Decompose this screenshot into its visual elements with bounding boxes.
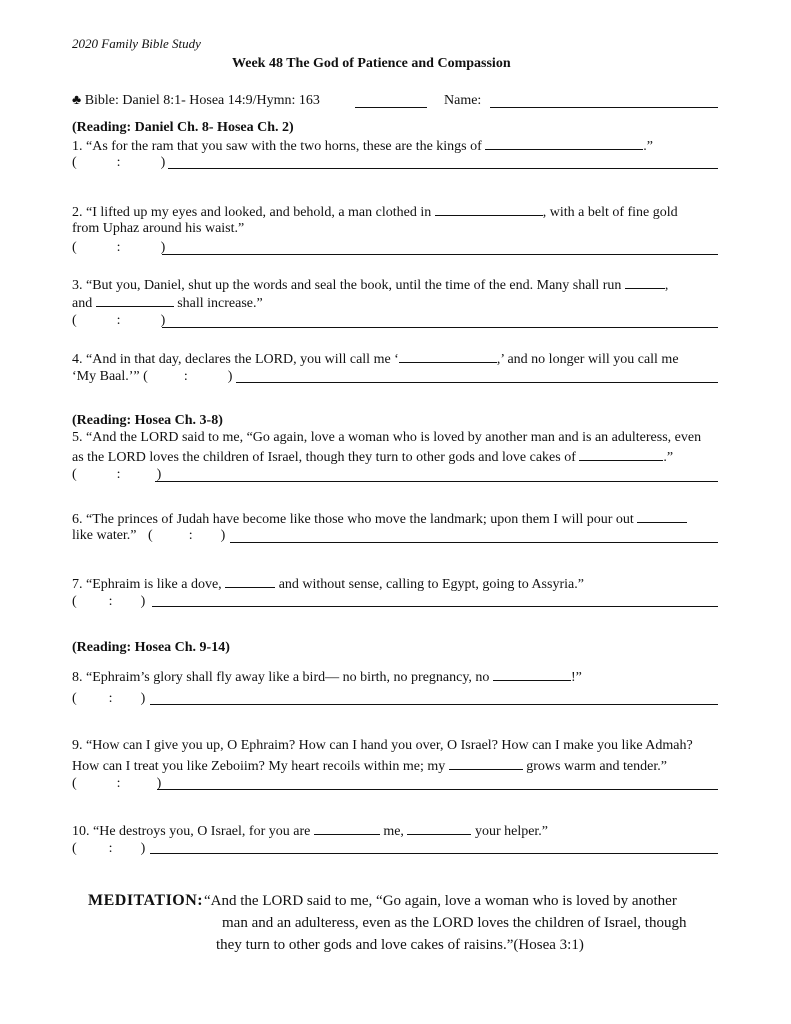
ref-close: ) — [156, 776, 162, 791]
answer-line[interactable] — [162, 254, 718, 255]
ref-colon: : — [116, 467, 121, 482]
bible-blank[interactable] — [355, 107, 427, 108]
question-text: How can I treat you like Zeboiim? My heart recoils within me; my — [72, 759, 446, 774]
name-label: Name: — [444, 93, 482, 108]
question-5: 5. “And the LORD said to me, “Go again, love a woman who is loved by another man and is an adulteress, even — [72, 430, 702, 445]
question-text: , with a belt of fine gold — [542, 205, 678, 220]
section-heading: (Reading: Daniel Ch. 8- Hosea Ch. 2) — [72, 120, 294, 135]
question-3-continued — [72, 294, 263, 312]
meditation-text: “And the LORD said to me, “Go again, love a woman who is loved by another — [204, 893, 677, 909]
answer-blank[interactable] — [579, 448, 663, 461]
question-4-continued — [72, 369, 232, 385]
question-9-continued — [72, 757, 667, 775]
meditation-text: they turn to other gods and love cakes of raisins.”(Hosea 3:1) — [216, 937, 584, 953]
question-10 — [72, 822, 548, 840]
section-heading: (Reading: Hosea Ch. 9-14) — [72, 640, 230, 655]
ref-close: ) — [140, 594, 146, 609]
answer-blank[interactable] — [449, 757, 523, 770]
ref-open: ( — [72, 155, 77, 170]
question-text: ‘My Baal.’” — [72, 369, 140, 384]
answer-line[interactable] — [236, 382, 718, 383]
question-9: 9. “How can I give you up, O Ephraim? How can I hand you over, O Israel? How can I make you like Admah? — [72, 738, 693, 753]
ref-open: ( — [148, 528, 153, 543]
answer-blank[interactable] — [485, 137, 643, 150]
ref-close: ) — [220, 528, 226, 543]
ref-close: ) — [140, 841, 146, 856]
answer-blank[interactable] — [399, 350, 497, 363]
ref-open: ( — [72, 240, 77, 255]
ref-close: ) — [160, 313, 166, 328]
question-text: 2. “I lifted up my eyes and looked, and behold, a man clothed in — [72, 205, 432, 220]
ref-open: ( — [72, 594, 77, 609]
answer-blank[interactable] — [225, 575, 275, 588]
meditation-label: MEDITATION: — [88, 892, 204, 909]
question-6-continued — [72, 528, 225, 544]
question-text: and — [72, 296, 93, 311]
answer-line[interactable] — [155, 481, 718, 482]
ref-close: ) — [160, 155, 166, 170]
meditation-text: man and an adulteress, even as the LORD loves the children of Israel, though — [222, 915, 687, 931]
ref-close: ) — [160, 240, 166, 255]
ref-open: ( — [72, 691, 77, 706]
verse-reference — [72, 841, 145, 857]
ref-colon: : — [116, 776, 121, 791]
question-5-continued — [72, 448, 673, 466]
ref-colon: : — [108, 691, 113, 706]
verse-reference — [72, 594, 145, 610]
question-2 — [72, 203, 678, 221]
question-text: .” — [643, 139, 654, 154]
section-heading: (Reading: Hosea Ch. 3-8) — [72, 413, 223, 428]
verse-reference — [72, 155, 165, 171]
question-text: !” — [570, 670, 582, 685]
answer-blank[interactable] — [625, 276, 665, 289]
verse-reference — [72, 691, 145, 707]
question-7 — [72, 575, 584, 593]
question-4 — [72, 350, 679, 368]
ref-open: ( — [72, 776, 77, 791]
ref-colon: : — [183, 369, 188, 384]
answer-blank[interactable] — [435, 203, 543, 216]
question-text: 3. “But you, Daniel, shut up the words and seal the book, until the time of the end. Many shall run — [72, 278, 622, 293]
answer-line[interactable] — [150, 853, 718, 854]
question-text: , — [664, 278, 669, 293]
question-text: shall increase.” — [177, 296, 263, 311]
ref-colon: : — [108, 594, 113, 609]
page-title: Week 48 The God of Patience and Compassion — [232, 56, 511, 71]
question-8 — [72, 668, 582, 686]
ref-close: ) — [227, 369, 233, 384]
ref-colon: : — [116, 313, 121, 328]
question-3 — [72, 276, 668, 294]
ref-open: ( — [72, 313, 77, 328]
question-text: and without sense, calling to Egypt, going to Assyria.” — [278, 577, 584, 592]
question-text: 1. “As for the ram that you saw with the two horns, these are the kings of — [72, 139, 482, 154]
question-text: as the LORD loves the children of Israel, though they turn to other gods and love cakes of — [72, 450, 576, 465]
name-field[interactable] — [490, 107, 718, 108]
verse-reference — [72, 467, 161, 483]
question-2-continued: from Uphaz around his waist.” — [72, 221, 245, 236]
verse-reference — [72, 240, 165, 256]
ref-colon: : — [116, 240, 121, 255]
question-text: 4. “And in that day, declares the LORD, you will call me ‘ — [72, 352, 399, 367]
club-icon: ♣ — [72, 93, 82, 108]
question-text: ,’ and no longer will you call me — [496, 352, 679, 367]
bible-info — [72, 93, 320, 109]
answer-line[interactable] — [150, 704, 718, 705]
ref-close: ) — [156, 467, 162, 482]
verse-reference — [72, 776, 161, 792]
answer-line[interactable] — [162, 327, 718, 328]
ref-open: ( — [72, 467, 77, 482]
verse-reference — [72, 313, 165, 329]
answer-blank[interactable] — [96, 294, 174, 307]
answer-blank[interactable] — [637, 510, 687, 523]
ref-colon: : — [188, 528, 193, 543]
question-1 — [72, 137, 653, 155]
question-text: your helper.” — [474, 824, 549, 839]
answer-line[interactable] — [168, 168, 718, 169]
ref-colon: : — [116, 155, 121, 170]
ref-close: ) — [140, 691, 146, 706]
answer-blank[interactable] — [407, 822, 471, 835]
question-text: 8. “Ephraim’s glory shall fly away like a bird— no birth, no pregnancy, no — [72, 670, 490, 685]
question-text: me, — [383, 824, 404, 839]
ref-open: ( — [72, 841, 77, 856]
question-text: grows warm and tender.” — [526, 759, 667, 774]
ref-open: ( — [143, 369, 148, 384]
answer-line[interactable] — [157, 789, 718, 790]
question-text: 10. “He destroys you, O Israel, for you are — [72, 824, 311, 839]
question-text: like water.” — [72, 528, 137, 543]
question-6 — [72, 510, 687, 528]
answer-blank[interactable] — [314, 822, 380, 835]
ref-colon: : — [108, 841, 113, 856]
question-text: 6. “The princes of Judah have become like those who move the landmark; upon them I will pour out — [72, 512, 634, 527]
answer-blank[interactable] — [493, 668, 571, 681]
question-text: 7. “Ephraim is like a dove, — [72, 577, 222, 592]
document-header-label: 2020 Family Bible Study — [72, 36, 201, 51]
bible-reference-text: Bible: Daniel 8:1- Hosea 14:9/Hymn: 163 — [84, 93, 320, 108]
question-text: .” — [663, 450, 674, 465]
answer-line[interactable] — [152, 606, 718, 607]
answer-line[interactable] — [230, 542, 718, 543]
